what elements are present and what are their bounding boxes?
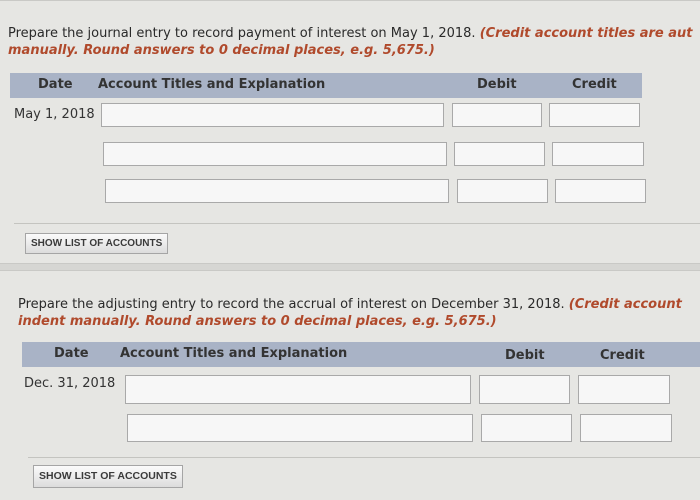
credit-input[interactable] [580, 414, 672, 442]
entry-date-2: Dec. 31, 2018 [24, 376, 116, 391]
header-debit: Debit [505, 348, 545, 363]
instruction-text-1 [8, 25, 700, 59]
header-credit: Credit [600, 348, 645, 363]
header-date: Date [38, 77, 73, 92]
header-account: Account Titles and Explanation [120, 346, 348, 361]
show-list-of-accounts-button[interactable]: SHOW LIST OF ACCOUNTS [25, 233, 168, 254]
account-title-input[interactable] [101, 103, 444, 127]
entry-date-1: May 1, 2018 [14, 107, 95, 122]
instruction-text-2 [18, 296, 700, 330]
header-account: Account Titles and Explanation [98, 77, 326, 92]
section-divider [14, 223, 700, 224]
account-title-input[interactable] [103, 142, 447, 166]
account-title-input[interactable] [105, 179, 449, 203]
account-title-input[interactable] [127, 414, 473, 442]
instruction-highlight-1-line2: manually. Round answers to 0 decimal places, e.g. 5,675.) [8, 43, 435, 58]
instruction-highlight-1: (Credit account titles are aut [479, 26, 693, 41]
credit-input[interactable] [555, 179, 646, 203]
credit-input[interactable] [578, 375, 670, 404]
debit-input[interactable] [479, 375, 570, 404]
header-debit: Debit [477, 77, 517, 92]
credit-input[interactable] [552, 142, 644, 166]
credit-input[interactable] [549, 103, 640, 127]
section-divider [28, 457, 700, 458]
journal-entry-section-2 [0, 270, 700, 500]
debit-input[interactable] [452, 103, 542, 127]
instruction-prefix-2: Prepare the adjusting entry to record the accrual of interest on December 31, 2018. [18, 297, 569, 312]
header-credit: Credit [572, 77, 617, 92]
account-title-input[interactable] [125, 375, 471, 404]
debit-input[interactable] [457, 179, 548, 203]
debit-input[interactable] [454, 142, 545, 166]
instruction-highlight-2-line2: indent manually. Round answers to 0 decimal places, e.g. 5,675.) [18, 314, 497, 329]
show-list-of-accounts-button[interactable]: SHOW LIST OF ACCOUNTS [33, 465, 183, 488]
instruction-prefix-1: Prepare the journal entry to record payment of interest on May 1, 2018. [8, 26, 480, 41]
debit-input[interactable] [481, 414, 572, 442]
table-header-1 [10, 73, 642, 98]
header-date: Date [54, 346, 89, 361]
table-header-2 [22, 342, 700, 367]
instruction-highlight-2: (Credit account [568, 297, 682, 312]
